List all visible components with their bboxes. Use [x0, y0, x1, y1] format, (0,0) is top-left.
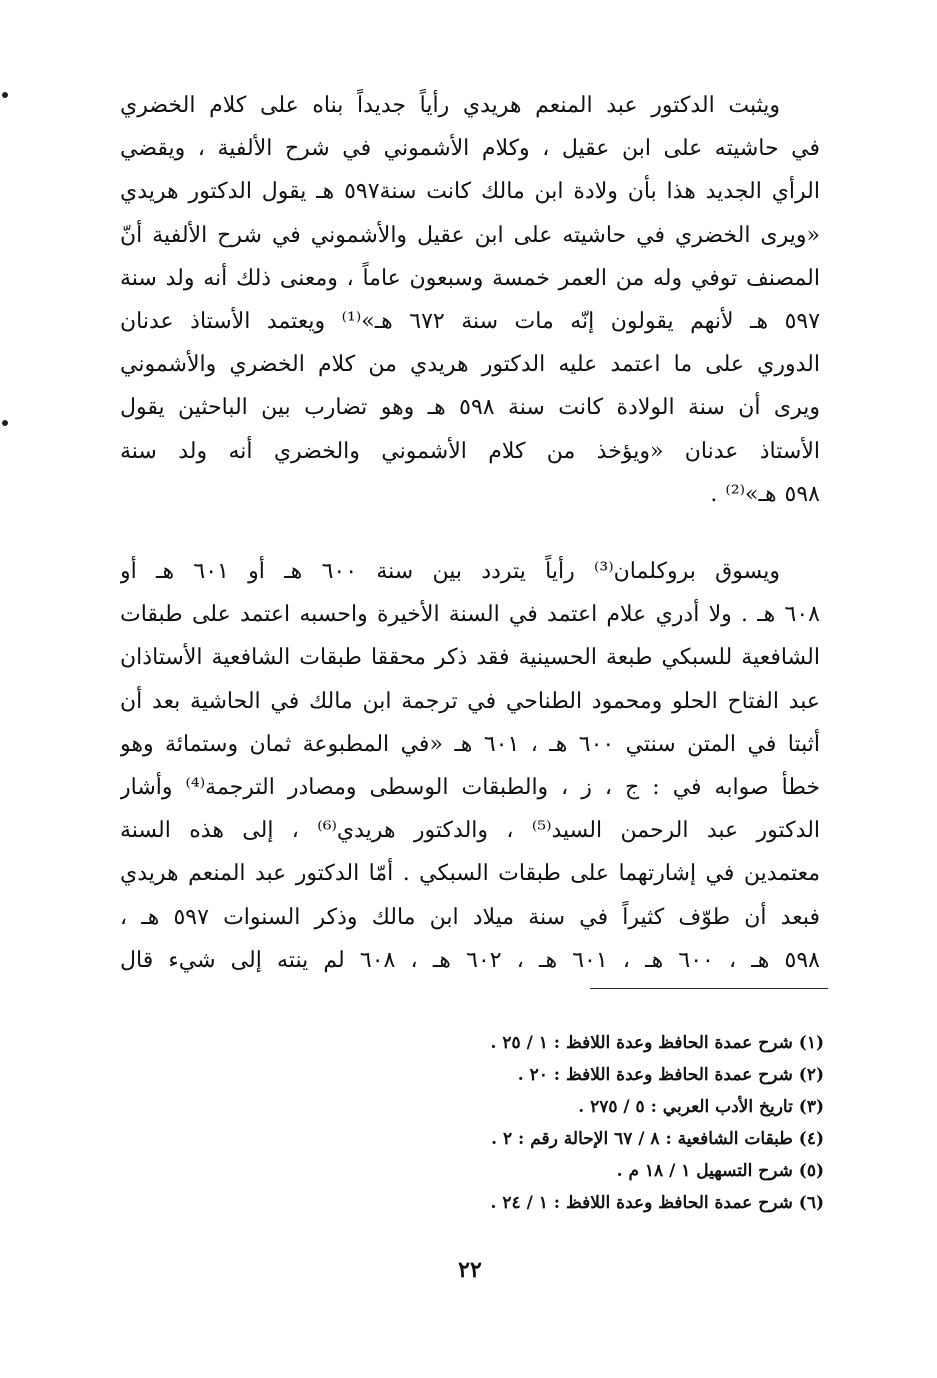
text-line: الأستاذ عدنان «ويؤخذ من كلام الأشموني والخضري أنه ولد سنة — [120, 438, 820, 464]
footnote: (٥) شرح التسهيل ١ / ١٨ م . — [616, 1161, 824, 1181]
paragraph-2 — [120, 550, 820, 982]
margin-dot — [2, 92, 8, 98]
footnote: (١) شرح عمدة الحافظ وعدة اللافظ : ١ / ٢٥ . — [490, 1033, 824, 1053]
page-number: ٢٢ — [458, 1257, 482, 1283]
text-line: ٥٩٧ هـ لأنهم يقولون إنّه مات سنة ٦٧٢ هـ»⁽¹⁾ ويعتمد الأستاذ عدنان — [120, 308, 820, 334]
text-line: «ويرى الخضري في حاشيته على ابن عقيل والأشموني في شرح الألفية أنّ — [120, 222, 820, 248]
footnote-divider — [590, 988, 828, 989]
text-line: ويرى أن سنة الولادة كانت سنة ٥٩٨ هـ وهو تضارب بين الباحثين يقول — [120, 395, 820, 421]
footnote: (٢) شرح عمدة الحافظ وعدة اللافظ : ٢٠ . — [517, 1065, 824, 1085]
text-line: معتمدين في إشارتهما على طبقات السبكي . أمّا الدكتور عبد المنعم هريدي — [120, 861, 820, 887]
footnote: (٤) طبقات الشافعية : ٨ / ٦٧ الإحالة رقم : ٢ . — [491, 1129, 824, 1149]
text-line: خطأ صوابه في : ج ، ز ، والطبقات الوسطى ومصادر الترجمة⁽⁴⁾ وأشار — [120, 774, 820, 800]
text-line: في حاشيته على ابن عقيل ، وكلام الأشموني في شرح الألفية ، ويقضي — [120, 136, 820, 162]
text-line: أثبتا في المتن سنتي ٦٠٠ هـ ، ٦٠١ هـ «في المطبوعة ثمان وستمائة وهو — [120, 731, 820, 757]
text-line: الدكتور عبد الرحمن السيد⁽⁵⁾ ، والدكتور هريدي⁽⁶⁾ ، إلى هذه السنة — [120, 818, 820, 844]
text-line: الرأي الجديد هذا بأن ولادة ابن مالك كانت سنة٥٩٧ هـ يقول الدكتور هريدي — [120, 179, 820, 205]
margin-dot — [2, 420, 8, 426]
text-line: الشافعية للسبكي طبعة الحسينية فقد ذكر محققا طبقات الشافعية الأستاذان — [120, 645, 820, 671]
text-line: فبعد أن طوّف كثيراً في سنة ميلاد ابن مالك وذكر السنوات ٥٩٧ هـ ، — [120, 904, 820, 930]
text-line: ٦٠٨ هـ . ولا أدري علام اعتمد في السنة الأخيرة واحسبه اعتمد على طبقات — [120, 602, 820, 628]
paragraph-1 — [120, 84, 820, 516]
text-line: الدوري على ما اعتمد عليه الدكتور هريدي من كلام الخضري والأشموني — [120, 352, 820, 378]
text-line: عبد الفتاح الحلو ومحمود الطناحي في ترجمة ابن مالك في الحاشية بعد أن — [120, 688, 820, 714]
text-line: ٥٩٨ هـ»⁽²⁾ . — [710, 481, 820, 507]
footnote: (٣) تاريخ الأدب العربي : ٥ / ٢٧٥ . — [578, 1097, 824, 1117]
text-line: ٥٩٨ هـ ، ٦٠٠ هـ ، ٦٠١ هـ ، ٦٠٢ هـ ، ٦٠٨ لم ينته إلى شيء قال — [120, 947, 820, 973]
text-line: ويثبت الدكتور عبد المنعم هريدي رأياً جديداً بناه على كلام الخضري — [120, 93, 780, 118]
text-line: المصنف توفي وله من العمر خمسة وسبعون عاماً ، ومعنى ذلك أنه ولد سنة — [120, 265, 820, 291]
text-line: ويسوق بروكلمان⁽³⁾ رأياً يتردد بين سنة ٦٠٠ هـ أو ٦٠١ هـ أو — [120, 559, 780, 584]
footnote: (٦) شرح عمدة الحافظ وعدة اللافظ : ١ / ٢٤ . — [490, 1193, 824, 1213]
footnotes — [300, 1027, 824, 1219]
